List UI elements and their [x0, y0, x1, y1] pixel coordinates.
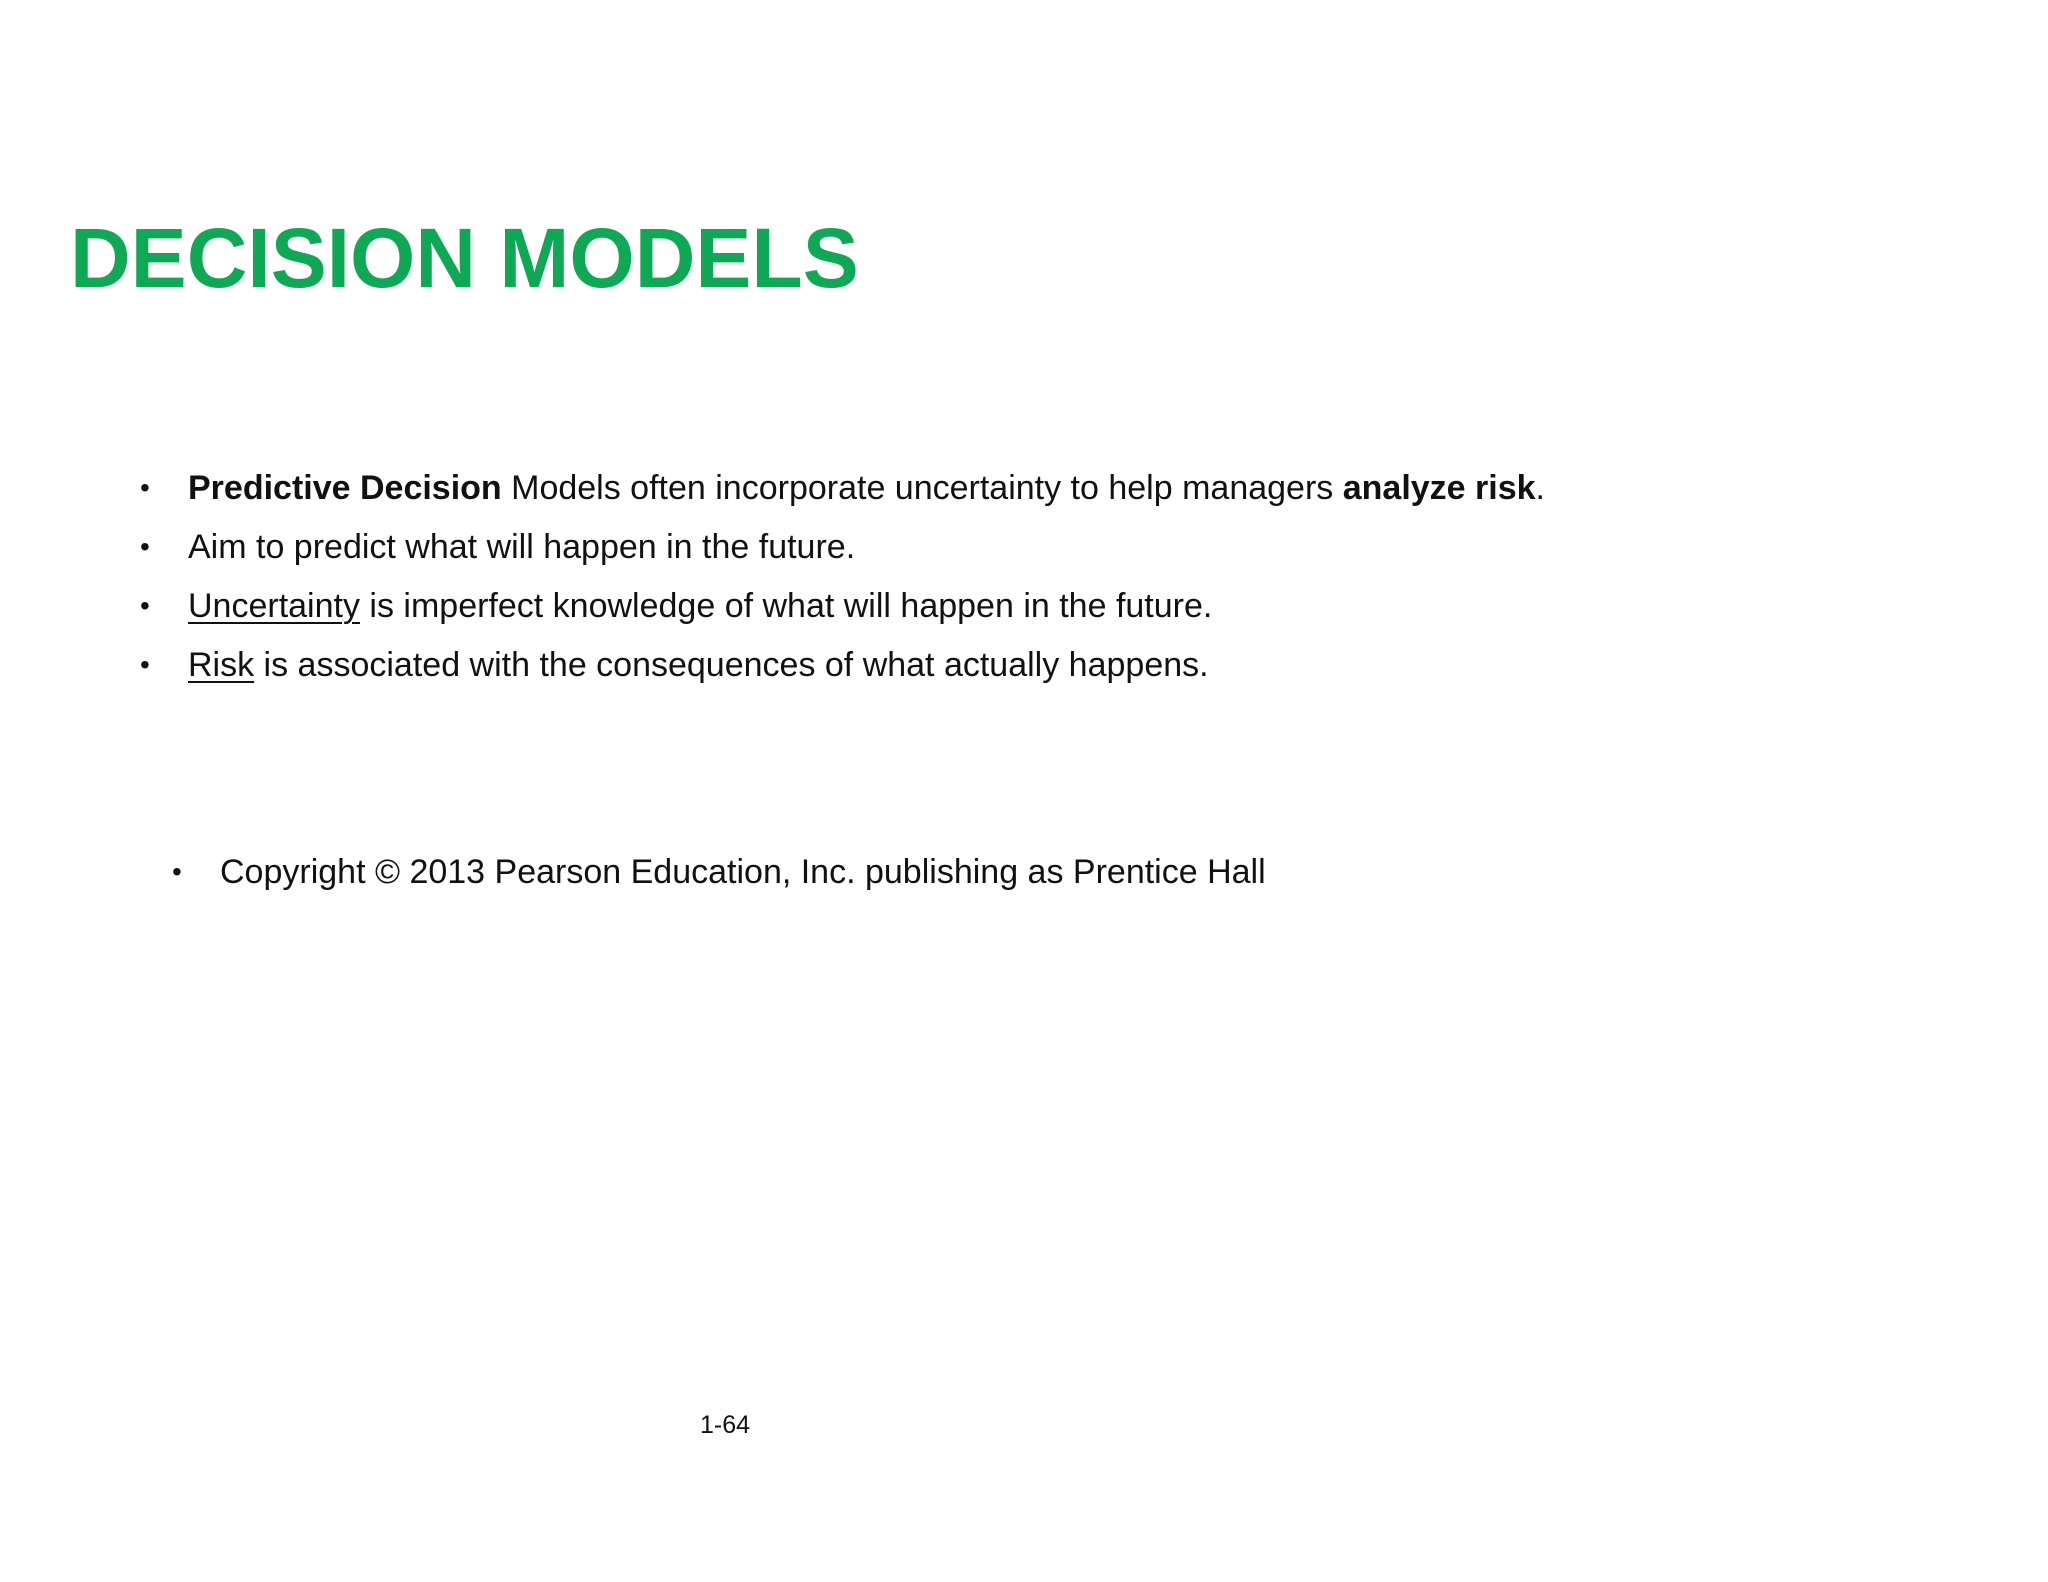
bullet-marker: •	[172, 856, 182, 887]
bullet-marker: •	[140, 590, 150, 621]
slide-title: DECISION MODELS	[70, 211, 859, 305]
copyright-text: Copyright © 2013 Pearson Education, Inc. publishing as Prentice Hall	[220, 853, 1266, 891]
bullet-text: is imperfect knowledge of what will happen in the future.	[359, 587, 1213, 625]
bullet-item-risk	[140, 639, 1545, 698]
term-analyze-risk: analyze risk	[1342, 469, 1536, 507]
page-number: 1-64	[700, 1411, 751, 1439]
bullet-item-uncertainty	[140, 580, 1545, 639]
term-predictive-decision: Predictive Decision	[188, 469, 502, 507]
bullet-text: is associated with the consequences of what actually happens.	[254, 646, 1209, 684]
term-risk: Risk	[188, 646, 255, 684]
bullet-marker: •	[140, 649, 150, 680]
bullet-text: Aim to predict what will happen in the future.	[188, 528, 856, 566]
bullet-item-predictive	[140, 462, 1545, 521]
term-uncertainty: Uncertainty	[188, 587, 360, 625]
bullet-text: Models often incorporate uncertainty to help managers	[501, 469, 1343, 507]
bullet-item-aim	[140, 521, 1545, 580]
bullet-list	[140, 462, 1545, 698]
bullet-marker: •	[140, 472, 150, 503]
bullet-text-end: .	[1535, 469, 1545, 507]
copyright-notice	[172, 846, 1266, 898]
bullet-marker: •	[140, 531, 150, 562]
